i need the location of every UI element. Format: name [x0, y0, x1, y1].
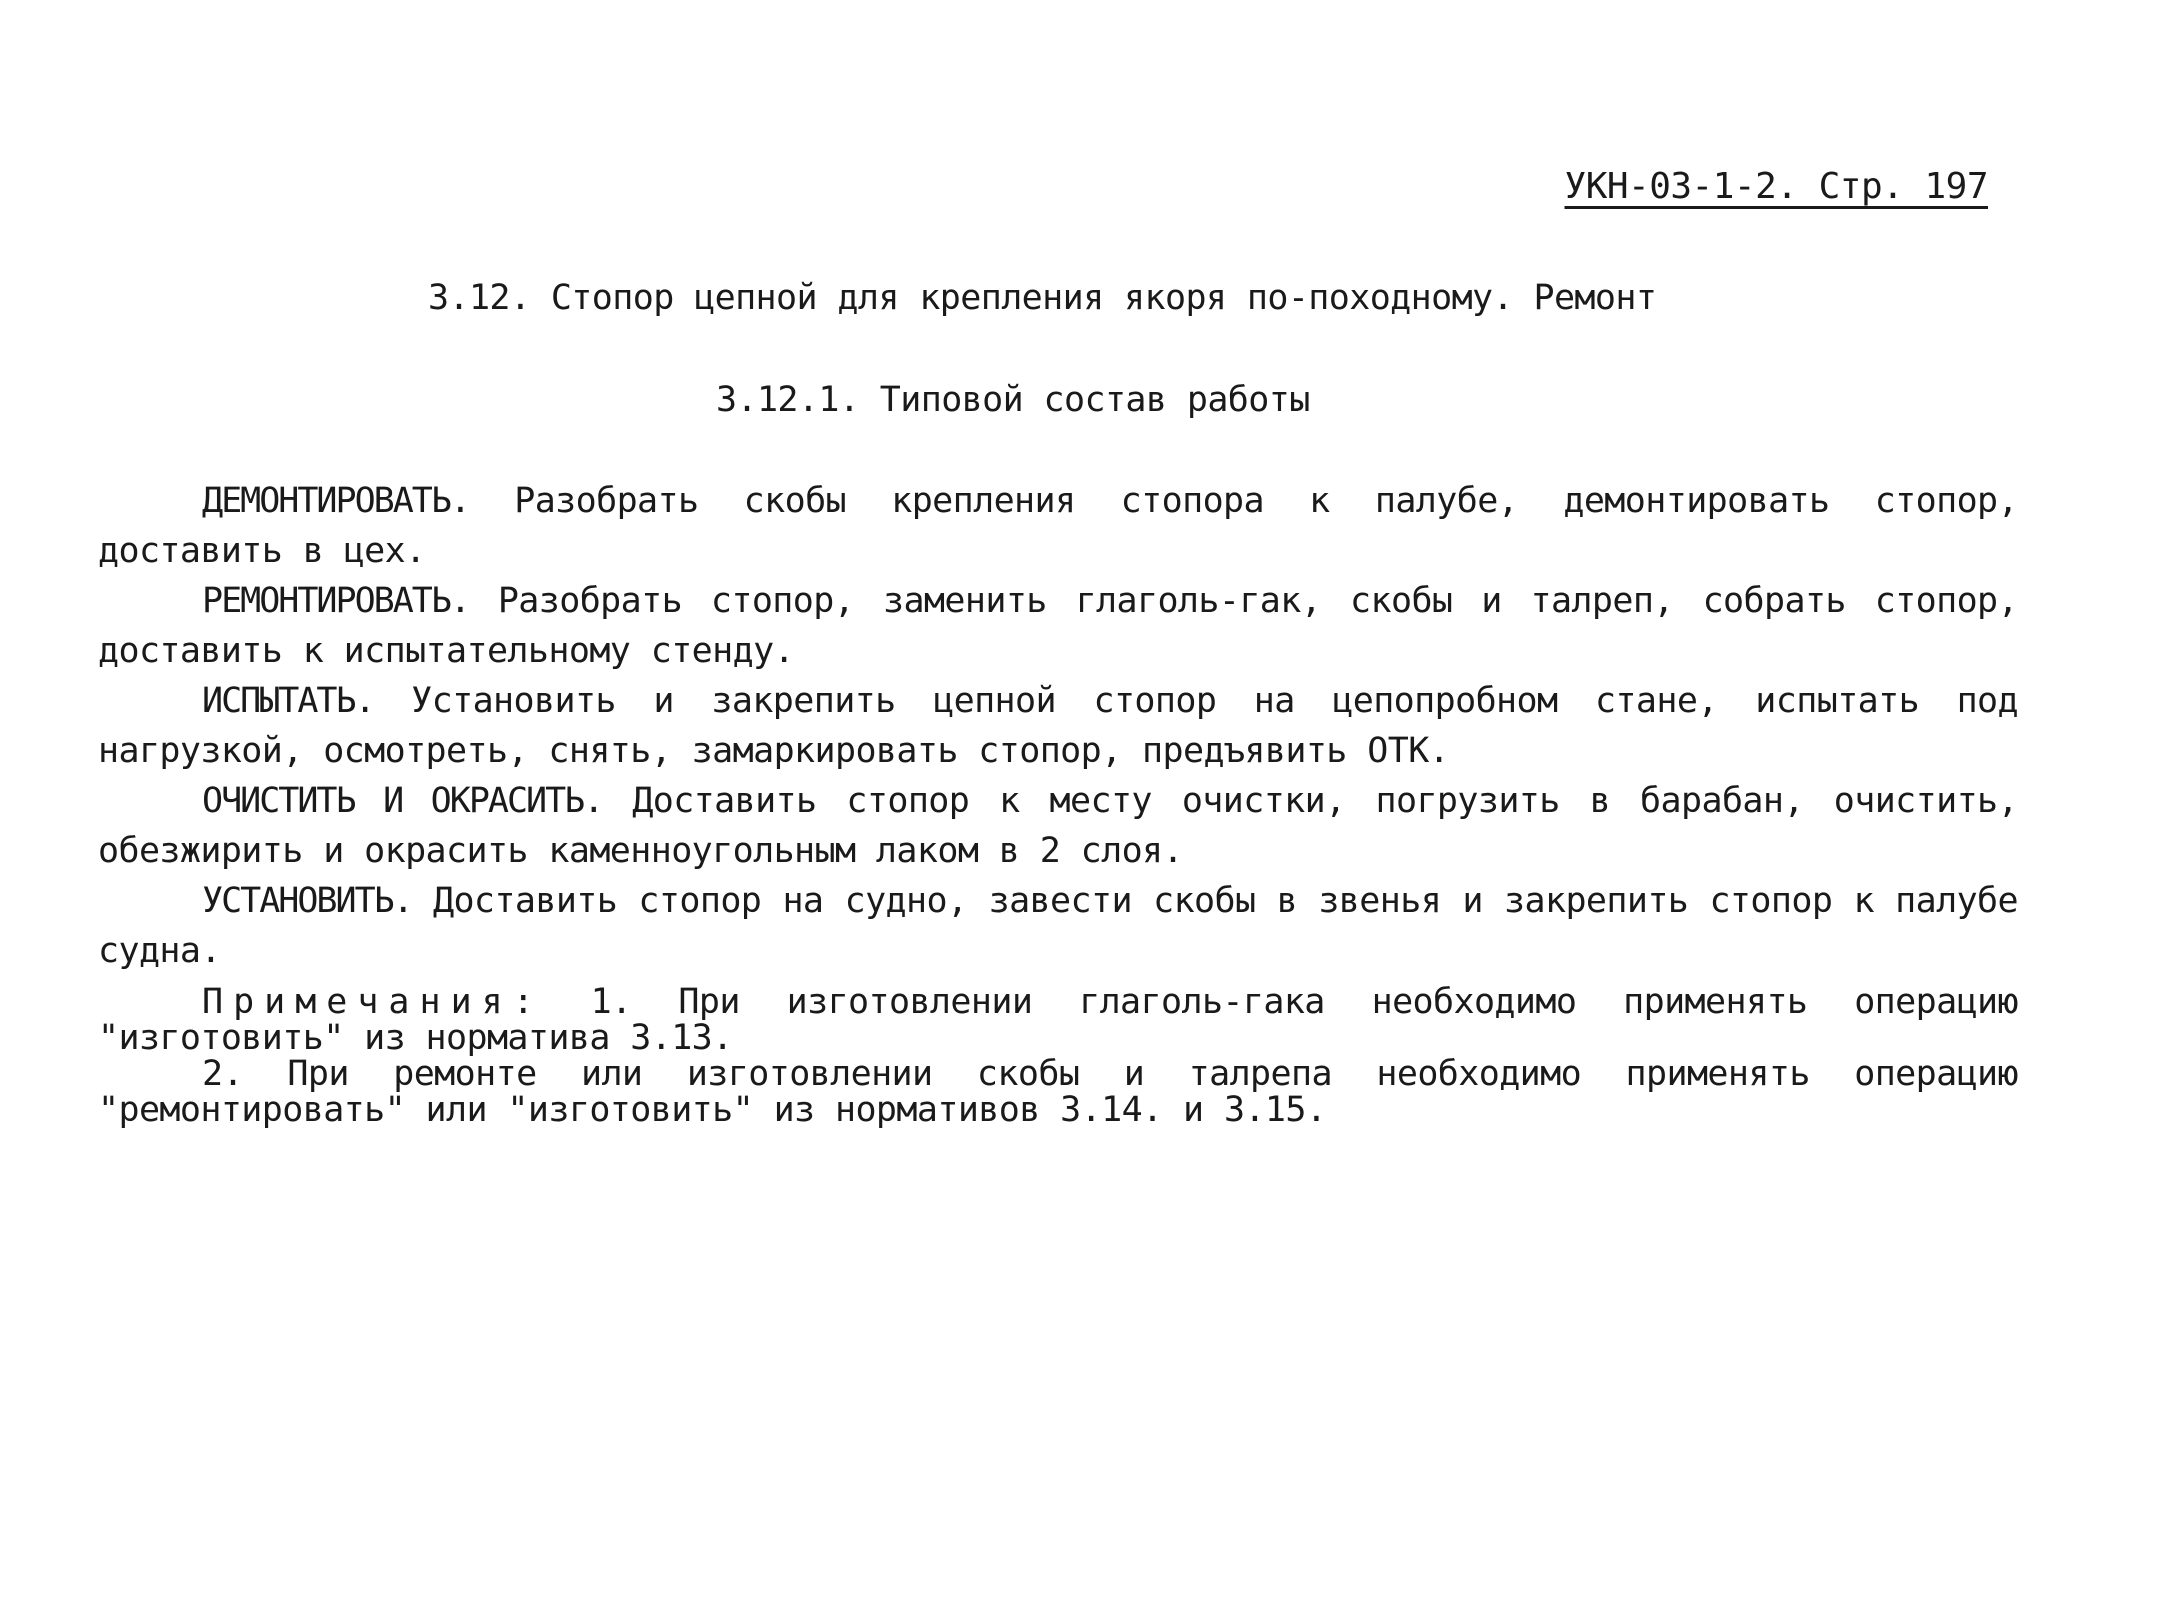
operation-text: Доставить стопор к месту очистки, погрузить в барабан, очистить, обезжирить и окрасить каменноугольным лаком в 2 слоя.: [98, 781, 2018, 871]
operation-repair: [98, 576, 2018, 676]
operation-install: [98, 876, 2018, 976]
notes-label: Примечания:: [202, 982, 544, 1022]
operation-dismantle: [98, 476, 2018, 576]
document-reference: УКН-03-1-2. Стр. 197: [1564, 166, 1988, 207]
subsection-title: 3.12.1. Типовой состав работы: [716, 380, 1310, 420]
section-title: 3.12. Стопор цепной для крепления якоря по-походному. Ремонт: [428, 278, 1657, 318]
operation-name: УСТАНОВИТЬ.: [202, 881, 412, 921]
operation-test: [98, 676, 2018, 776]
operation-text: Доставить стопор на судно, завести скобы в звенья и закрепить стопор к палубе судна.: [98, 881, 2018, 971]
operation-text: Разобрать скобы крепления стопора к палубе, демонтировать стопор, доставить в цех.: [98, 481, 2018, 571]
note-text: 1. При изготовлении глаголь-гака необходимо применять операцию "изготовить" из норматива 3.13.: [98, 982, 2018, 1058]
operations-list: [98, 476, 2018, 976]
note-text: 2. При ремонте или изготовлении скобы и талрепа необходимо применять операцию "ремонтировать" или "изготовить" из нормативов 3.14. и 3.15.: [98, 1054, 2018, 1130]
operation-text: Установить и закрепить цепной стопор на цепопробном стане, испытать под нагрузкой, осмотреть, снять, замаркировать стопор, предъявить ОТК.: [98, 681, 2018, 771]
operation-name: ИСПЫТАТЬ.: [202, 681, 374, 721]
operation-clean-paint: [98, 776, 2018, 876]
notes-block: [98, 984, 2018, 1128]
operation-text: Разобрать стопор, заменить глаголь-гак, скобы и талреп, собрать стопор, доставить к испытательному стенду.: [98, 581, 2018, 671]
note-item: [98, 984, 2018, 1056]
operation-name: ДЕМОНТИРОВАТЬ.: [202, 481, 470, 521]
note-item: [98, 1056, 2018, 1128]
operation-name: ОЧИСТИТЬ И ОКРАСИТЬ.: [202, 781, 603, 821]
operation-name: РЕМОНТИРОВАТЬ.: [202, 581, 470, 621]
